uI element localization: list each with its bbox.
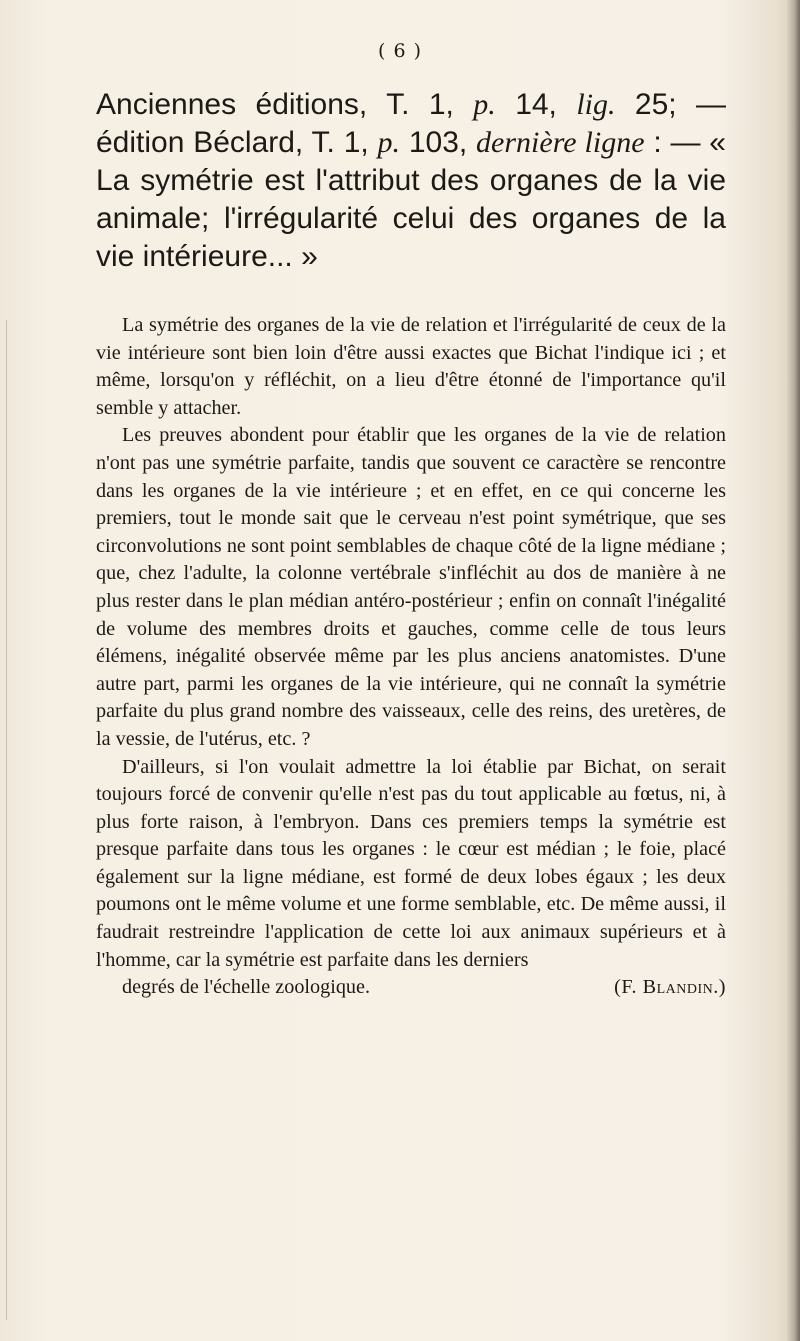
commentary-paragraph-2: Les preuves abondent pour établir que les organes de la vie de relation n'ont pas une symétrie parfaite, tandis que souvent ce caractère se rencontre dans les organes de la vie intérieure ; et en effet, en ce qui concerne les premiers, tout le monde sait que le cerveau n'est point symétrique, que ses circonvolutions ne sont point semblables de chaque côté de la ligne médiane ; que, chez l'adulte, la colonne vertébrale s'infléchit au dos de manière à ne plus rester dans le plan médian antéro-postérieur ; enfin on connaît l'inégalité de volume des membres droits et gauches, comme celle de tous leurs élémens, inégalité observée même par les plus anciens anatomistes. D'une autre part, parmi les organes de la vie intérieure, qui ne connaît la symétrie parfaite du plus grand nombre des vaisseaux, celle des reins, des uretères, de la vessie, de l'utérus, etc. ?: [96, 424, 726, 750]
quote-part-3: 25; — édition Béclard, T. 1,: [96, 88, 727, 159]
commentary-closing-line: [96, 974, 726, 1002]
quote-part-5: : — « La symétrie est l'attribut des organes de la vie animale; l'irrégularité celui des organes de la vie intérieure... »: [96, 126, 726, 273]
quote-part-2: 14,: [495, 88, 577, 121]
page-number: ( 6 ): [378, 40, 422, 62]
commentary-paragraph-1: La symétrie des organes de la vie de relation et l'irrégularité de ceux de la vie intérieure sont bien loin d'être aussi exactes que Bichat l'indique ici ; et même, lorsqu'on y réfléchit, on a lieu d'être étonné de l'importance qu'il semble y attacher.: [96, 314, 726, 419]
page-edge-line: [6, 320, 7, 1320]
quote-derniere-ligne: dernière ligne: [476, 126, 645, 159]
quote-part-4: 103,: [400, 126, 477, 159]
commentary-block: [96, 312, 726, 1002]
author-signature: (F. Blandin.): [614, 976, 726, 999]
quote-p-label-1: p.: [473, 88, 496, 121]
quote-lig-label: lig.: [576, 88, 616, 121]
quote-part-1: Anciennes éditions, T. 1,: [96, 88, 474, 121]
quote-p-label-2: p.: [377, 126, 401, 159]
bichat-quote: [96, 86, 726, 276]
commentary-paragraph-3: D'ailleurs, si l'on voulait admettre la loi établie par Bichat, on serait toujours forcé de convenir qu'elle n'est pas du tout applicable au fœtus, ni, à plus forte raison, à l'embryon. Dans ces premiers temps la symétrie est presque parfaite dans tous les organes : le cœur est médian ; le foie, placé également sur la ligne médiane, est formé de deux lobes égaux ; les deux poumons ont le même volume et une forme semblable, etc. De même aussi, il faudrait restreindre l'application de cette loi aux animaux supérieurs et à l'homme, car la symétrie est parfaite dans les derniers: [96, 755, 726, 971]
closing-text: degrés de l'échelle zoologique.: [122, 976, 371, 999]
spine-shadow: [786, 0, 800, 1341]
